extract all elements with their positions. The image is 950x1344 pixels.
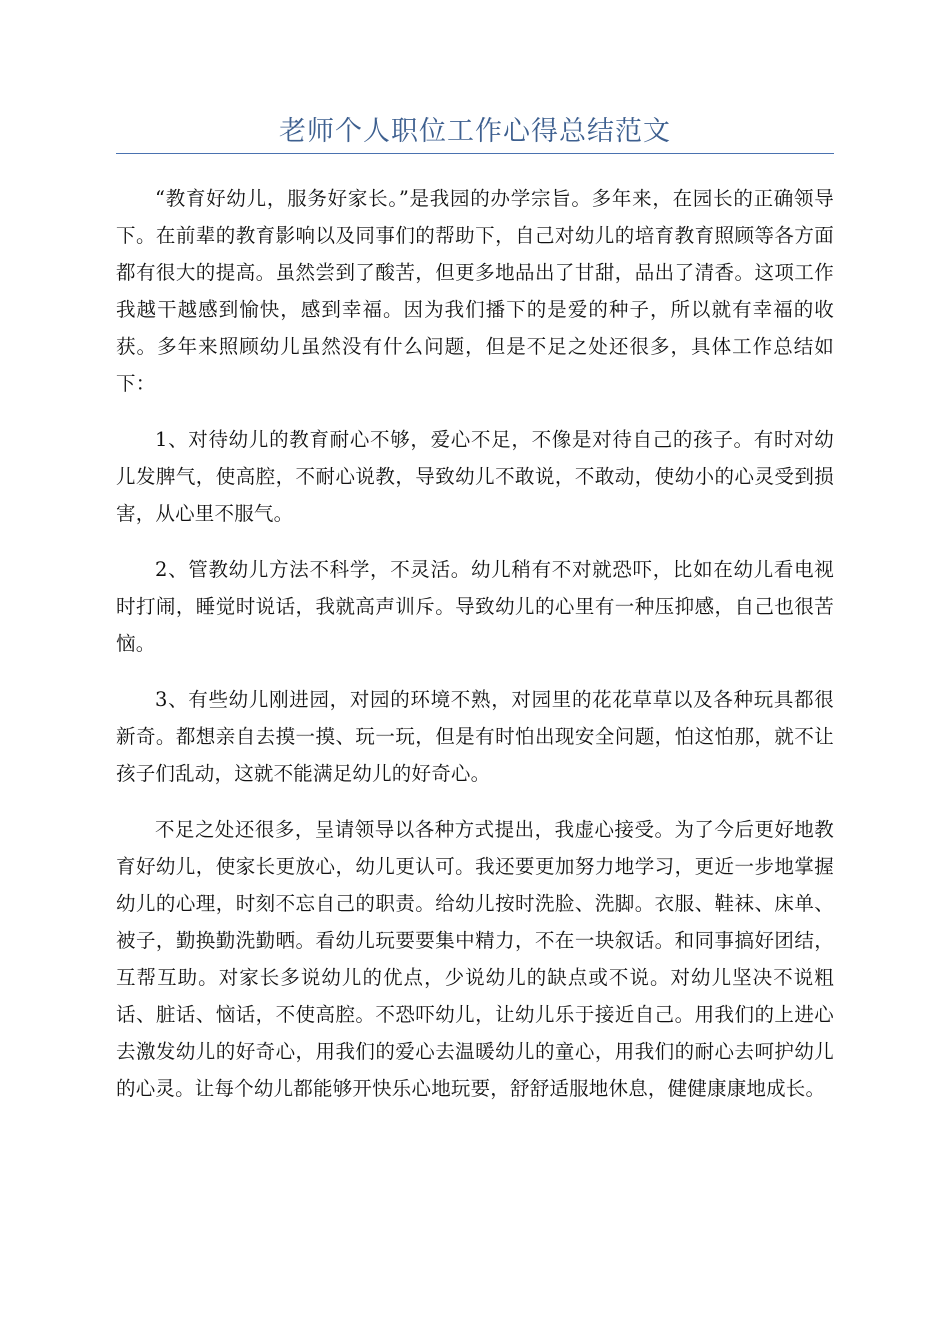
- document-title: 老师个人职位工作心得总结范文: [279, 116, 671, 147]
- paragraph-point-2: 2、管教幼儿方法不科学，不灵活。幼儿稍有不对就恐吓，比如在幼儿看电视时打闹，睡觉时说话，我就高声训斥。导致幼儿的心里有一种压抑感，自己也很苦恼。: [116, 558, 834, 655]
- paragraph-conclusion: 不足之处还很多，呈请领导以各种方式提出，我虚心接受。为了今后更好地教育好幼儿，使家长更放心，幼儿更认可。我还要更加努力地学习，更近一步地掌握幼儿的心理，时刻不忘自己的职责。给幼儿按时洗脸、洗脚。衣服、鞋袜、床单、被子，勤换勤洗勤晒。看幼儿玩要要集中精力，不在一块叙话。和同事搞好团结，互帮互助。对家长多说幼儿的优点，少说幼儿的缺点或不说。对幼儿坚决不说粗话、脏话、恼话，不使高腔。不恐吓幼儿，让幼儿乐于接近自己。用我们的上进心去激发幼儿的好奇心，用我们的爱心去温暖幼儿的童心，用我们的耐心去呵护幼儿的心灵。让每个幼儿都能够开快乐心地玩要，舒舒适服地休息，健健康康地成长。: [116, 818, 834, 1100]
- paragraph-intro: “教育好幼儿，服务好家长。”是我园的办学宗旨。多年来，在园长的正确领导下。在前辈的教育影响以及同事们的帮助下，自己对幼儿的培育教育照顾等各方面都有很大的提高。虽然尝到了酸苦，但更多地品出了甘甜，品出了清香。这项工作我越干越感到愉快，感到幸福。因为我们播下的是爱的种子，所以就有幸福的收获。多年来照顾幼儿虽然没有什么问题，但是不足之处还很多，具体工作总结如下：: [116, 187, 834, 395]
- paragraph-point-3: 3、有些幼儿刚进园，对园的环境不熟，对园里的花花草草以及各种玩具都很新奇。都想亲自去摸一摸、玩一玩，但是有时怕出现安全问题，怕这怕那，就不让孩子们乱动，这就不能满足幼儿的好奇心。: [116, 688, 834, 785]
- paragraph-point-1: 1、对待幼儿的教育耐心不够，爱心不足，不像是对待自己的孩子。有时对幼儿发脾气，使高腔，不耐心说教，导致幼儿不敢说，不敢动，使幼小的心灵受到损害，从心里不服气。: [116, 428, 834, 525]
- title-underline-divider: [116, 153, 834, 154]
- document-body: [116, 180, 834, 1126]
